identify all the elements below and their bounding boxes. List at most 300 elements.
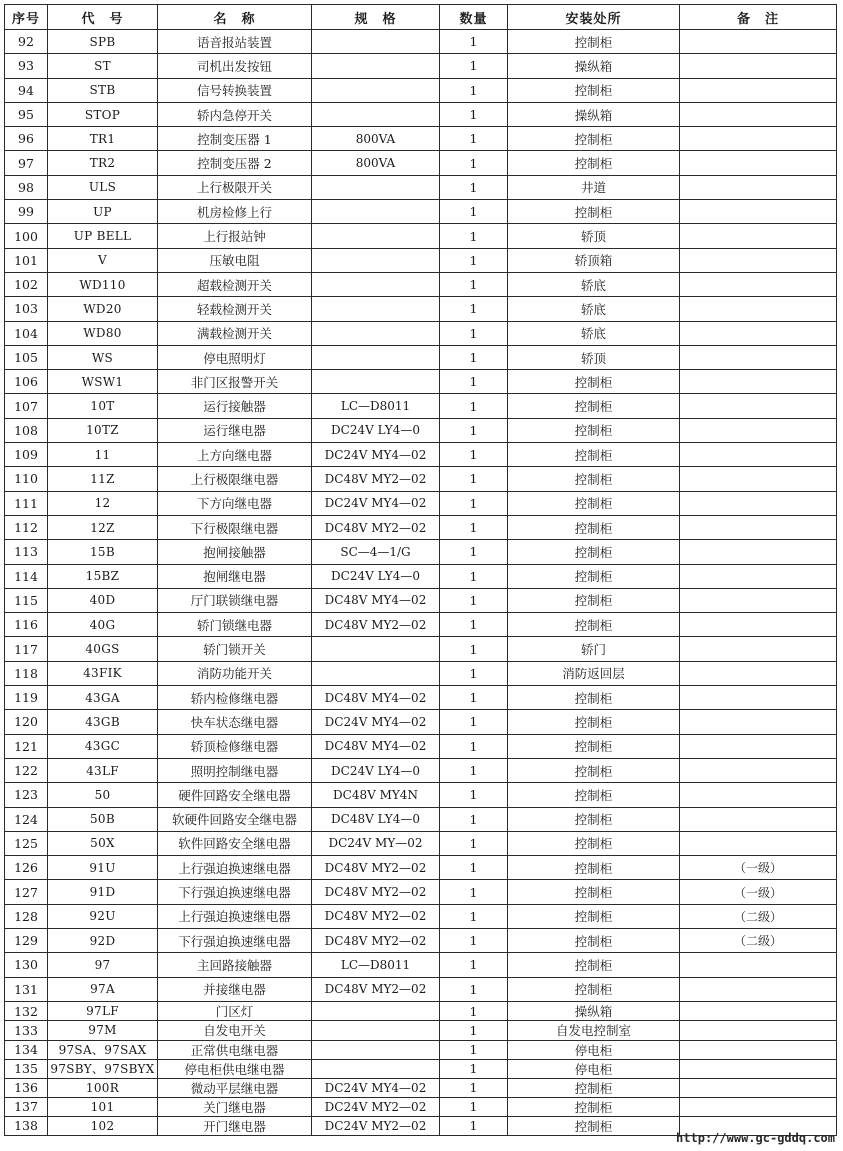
cell-spec: DC48V MY2—02: [312, 613, 440, 637]
cell-spec: DC48V MY2—02: [312, 856, 440, 880]
cell-spec: DC48V MY2—02: [312, 467, 440, 491]
cell-remark: [680, 807, 837, 831]
cell-quantity: 1: [440, 1116, 508, 1135]
table-row: [5, 200, 837, 224]
cell-quantity: 1: [440, 588, 508, 612]
cell-quantity: 1: [440, 783, 508, 807]
cell-code: 10TZ: [48, 418, 158, 442]
cell-location: 控制柜: [508, 807, 680, 831]
table-row: [5, 613, 837, 637]
cell-spec: 800VA: [312, 151, 440, 175]
cell-code: 97SBY、97SBYX: [48, 1059, 158, 1078]
cell-spec: DC48V MY2—02: [312, 928, 440, 952]
cell-name: 关门继电器: [158, 1097, 312, 1116]
cell-spec: DC48V MY4—02: [312, 588, 440, 612]
table-row: [5, 175, 837, 199]
cell-code: 97LF: [48, 1001, 158, 1020]
cell-index: 104: [5, 321, 48, 345]
cell-quantity: 1: [440, 467, 508, 491]
cell-quantity: 1: [440, 370, 508, 394]
cell-remark: [680, 1021, 837, 1040]
cell-code: 15BZ: [48, 564, 158, 588]
cell-code: 97A: [48, 977, 158, 1001]
cell-spec: DC24V LY4—0: [312, 418, 440, 442]
table-row: [5, 588, 837, 612]
cell-code: 50X: [48, 831, 158, 855]
cell-spec: [312, 175, 440, 199]
cell-quantity: 1: [440, 321, 508, 345]
header-remark: 备 注: [680, 5, 837, 30]
cell-index: 107: [5, 394, 48, 418]
cell-index: 109: [5, 443, 48, 467]
cell-index: 97: [5, 151, 48, 175]
cell-name: 超载检测开关: [158, 272, 312, 296]
cell-code: 12Z: [48, 515, 158, 539]
table-row: [5, 418, 837, 442]
table-row: [5, 491, 837, 515]
table-row: [5, 443, 837, 467]
cell-code: 12: [48, 491, 158, 515]
cell-code: 11: [48, 443, 158, 467]
cell-quantity: 1: [440, 831, 508, 855]
cell-location: 控制柜: [508, 904, 680, 928]
cell-location: 控制柜: [508, 443, 680, 467]
cell-location: 控制柜: [508, 856, 680, 880]
cell-quantity: 1: [440, 272, 508, 296]
table-row: [5, 102, 837, 126]
cell-code: WD80: [48, 321, 158, 345]
cell-code: 97SA、97SAX: [48, 1040, 158, 1059]
cell-index: 96: [5, 127, 48, 151]
cell-index: 137: [5, 1097, 48, 1116]
cell-name: 轿内急停开关: [158, 102, 312, 126]
cell-location: 停电柜: [508, 1040, 680, 1059]
cell-location: 轿门: [508, 637, 680, 661]
cell-quantity: 1: [440, 345, 508, 369]
cell-spec: DC48V MY4—02: [312, 686, 440, 710]
cell-code: ULS: [48, 175, 158, 199]
table-row: [5, 1097, 837, 1116]
cell-location: 消防返回层: [508, 661, 680, 685]
cell-index: 125: [5, 831, 48, 855]
table-row: [5, 224, 837, 248]
site-watermark: http://www.gc-gddq.com: [676, 1131, 835, 1145]
table-row: [5, 1059, 837, 1078]
cell-quantity: 1: [440, 443, 508, 467]
cell-location: 控制柜: [508, 564, 680, 588]
cell-location: 控制柜: [508, 200, 680, 224]
cell-name: 非门区报警开关: [158, 370, 312, 394]
cell-index: 135: [5, 1059, 48, 1078]
cell-index: 102: [5, 272, 48, 296]
cell-index: 127: [5, 880, 48, 904]
cell-location: 控制柜: [508, 831, 680, 855]
cell-spec: DC48V MY4N: [312, 783, 440, 807]
cell-name: 消防功能开关: [158, 661, 312, 685]
cell-name: 上行极限继电器: [158, 467, 312, 491]
cell-index: 132: [5, 1001, 48, 1020]
cell-location: 井道: [508, 175, 680, 199]
cell-spec: DC24V MY—02: [312, 831, 440, 855]
cell-quantity: 1: [440, 856, 508, 880]
cell-name: 停电照明灯: [158, 345, 312, 369]
cell-index: 121: [5, 734, 48, 758]
cell-code: WS: [48, 345, 158, 369]
cell-remark: [680, 443, 837, 467]
header-quantity: 数量: [440, 5, 508, 30]
cell-spec: [312, 345, 440, 369]
cell-name: 上行报站钟: [158, 224, 312, 248]
cell-location: 控制柜: [508, 491, 680, 515]
cell-location: 控制柜: [508, 151, 680, 175]
cell-location: 控制柜: [508, 880, 680, 904]
cell-location: 控制柜: [508, 977, 680, 1001]
cell-code: 15B: [48, 540, 158, 564]
cell-quantity: 1: [440, 515, 508, 539]
cell-quantity: 1: [440, 200, 508, 224]
cell-index: 134: [5, 1040, 48, 1059]
cell-index: 99: [5, 200, 48, 224]
cell-name: 控制变压器 2: [158, 151, 312, 175]
cell-remark: [680, 30, 837, 54]
cell-index: 138: [5, 1116, 48, 1135]
cell-name: 机房检修上行: [158, 200, 312, 224]
cell-remark: [680, 734, 837, 758]
cell-spec: DC24V MY2—02: [312, 1097, 440, 1116]
cell-location: 控制柜: [508, 127, 680, 151]
cell-index: 130: [5, 953, 48, 977]
table-row: [5, 78, 837, 102]
cell-code: 43GB: [48, 710, 158, 734]
cell-name: 下行强迫换速继电器: [158, 928, 312, 952]
table-row: [5, 856, 837, 880]
cell-spec: [312, 1021, 440, 1040]
cell-quantity: 1: [440, 637, 508, 661]
table-row: [5, 1078, 837, 1097]
cell-code: UP BELL: [48, 224, 158, 248]
table-row: [5, 686, 837, 710]
cell-remark: （二级）: [680, 928, 837, 952]
cell-name: 下方向继电器: [158, 491, 312, 515]
table-row: [5, 127, 837, 151]
cell-location: 控制柜: [508, 418, 680, 442]
cell-remark: （一级）: [680, 880, 837, 904]
table-row: [5, 928, 837, 952]
cell-code: 97: [48, 953, 158, 977]
cell-quantity: 1: [440, 734, 508, 758]
cell-code: 91U: [48, 856, 158, 880]
header-row: [5, 5, 837, 30]
cell-name: 上行强迫换速继电器: [158, 904, 312, 928]
cell-spec: [312, 54, 440, 78]
cell-spec: LC—D8011: [312, 953, 440, 977]
cell-remark: [680, 710, 837, 734]
cell-quantity: 1: [440, 1059, 508, 1078]
cell-remark: [680, 151, 837, 175]
cell-remark: [680, 321, 837, 345]
cell-spec: SC—4—1/G: [312, 540, 440, 564]
cell-quantity: 1: [440, 1021, 508, 1040]
cell-spec: [312, 1001, 440, 1020]
cell-name: 上行强迫换速继电器: [158, 856, 312, 880]
cell-index: 133: [5, 1021, 48, 1040]
cell-remark: [680, 661, 837, 685]
cell-name: 开门继电器: [158, 1116, 312, 1135]
cell-spec: DC24V LY4—0: [312, 758, 440, 782]
cell-remark: [680, 564, 837, 588]
cell-location: 操纵箱: [508, 102, 680, 126]
header-name: 名 称: [158, 5, 312, 30]
table-row: [5, 564, 837, 588]
cell-quantity: 1: [440, 661, 508, 685]
cell-name: 满载检测开关: [158, 321, 312, 345]
cell-remark: [680, 1097, 837, 1116]
cell-spec: DC24V MY4—02: [312, 443, 440, 467]
cell-quantity: 1: [440, 224, 508, 248]
cell-name: 轿门锁开关: [158, 637, 312, 661]
cell-code: 43GC: [48, 734, 158, 758]
cell-quantity: 1: [440, 686, 508, 710]
cell-location: 控制柜: [508, 588, 680, 612]
table-row: [5, 540, 837, 564]
cell-index: 108: [5, 418, 48, 442]
table-row: [5, 151, 837, 175]
cell-remark: [680, 1059, 837, 1078]
cell-index: 116: [5, 613, 48, 637]
component-list-table: [4, 4, 837, 1136]
cell-remark: [680, 272, 837, 296]
cell-code: SPB: [48, 30, 158, 54]
cell-spec: [312, 272, 440, 296]
cell-location: 控制柜: [508, 1116, 680, 1135]
cell-spec: DC24V LY4—0: [312, 564, 440, 588]
header-location: 安装处所: [508, 5, 680, 30]
cell-remark: [680, 127, 837, 151]
cell-spec: [312, 297, 440, 321]
table-row: [5, 1001, 837, 1020]
cell-index: 112: [5, 515, 48, 539]
cell-location: 轿顶: [508, 345, 680, 369]
cell-code: TR1: [48, 127, 158, 151]
cell-location: 控制柜: [508, 734, 680, 758]
cell-name: 语音报站装置: [158, 30, 312, 54]
cell-remark: [680, 977, 837, 1001]
cell-location: 控制柜: [508, 710, 680, 734]
cell-remark: [680, 345, 837, 369]
cell-remark: （二级）: [680, 904, 837, 928]
cell-code: UP: [48, 200, 158, 224]
cell-remark: [680, 515, 837, 539]
cell-index: 110: [5, 467, 48, 491]
cell-code: 43LF: [48, 758, 158, 782]
cell-remark: [680, 78, 837, 102]
cell-location: 控制柜: [508, 1078, 680, 1097]
cell-index: 92: [5, 30, 48, 54]
cell-code: 50: [48, 783, 158, 807]
cell-name: 下行极限继电器: [158, 515, 312, 539]
cell-remark: [680, 1001, 837, 1020]
cell-location: 轿顶箱: [508, 248, 680, 272]
cell-index: 122: [5, 758, 48, 782]
cell-code: TR2: [48, 151, 158, 175]
table-row: [5, 807, 837, 831]
cell-quantity: 1: [440, 54, 508, 78]
table-row: [5, 248, 837, 272]
cell-code: 91D: [48, 880, 158, 904]
cell-location: 控制柜: [508, 30, 680, 54]
cell-name: 轿门锁继电器: [158, 613, 312, 637]
cell-quantity: 1: [440, 613, 508, 637]
cell-quantity: 1: [440, 175, 508, 199]
cell-quantity: 1: [440, 540, 508, 564]
cell-index: 105: [5, 345, 48, 369]
cell-remark: [680, 54, 837, 78]
cell-spec: DC48V MY4—02: [312, 734, 440, 758]
cell-remark: [680, 1078, 837, 1097]
cell-quantity: 1: [440, 1078, 508, 1097]
cell-name: 抱闸接触器: [158, 540, 312, 564]
cell-index: 120: [5, 710, 48, 734]
cell-code: 92D: [48, 928, 158, 952]
cell-spec: [312, 224, 440, 248]
cell-quantity: 1: [440, 807, 508, 831]
table-row: [5, 54, 837, 78]
cell-spec: [312, 637, 440, 661]
cell-index: 113: [5, 540, 48, 564]
cell-quantity: 1: [440, 977, 508, 1001]
cell-remark: [680, 588, 837, 612]
cell-spec: [312, 370, 440, 394]
cell-index: 103: [5, 297, 48, 321]
cell-index: 100: [5, 224, 48, 248]
cell-code: 97M: [48, 1021, 158, 1040]
cell-location: 停电柜: [508, 1059, 680, 1078]
cell-name: 门区灯: [158, 1001, 312, 1020]
cell-location: 自发电控制室: [508, 1021, 680, 1040]
cell-quantity: 1: [440, 491, 508, 515]
cell-location: 控制柜: [508, 540, 680, 564]
table-row: [5, 515, 837, 539]
cell-name: 上方向继电器: [158, 443, 312, 467]
table-row: [5, 953, 837, 977]
table-row: [5, 272, 837, 296]
cell-name: 运行继电器: [158, 418, 312, 442]
cell-remark: [680, 540, 837, 564]
cell-index: 126: [5, 856, 48, 880]
cell-location: 控制柜: [508, 783, 680, 807]
cell-spec: [312, 78, 440, 102]
cell-index: 101: [5, 248, 48, 272]
table-row: [5, 661, 837, 685]
cell-remark: [680, 200, 837, 224]
cell-spec: [312, 321, 440, 345]
cell-spec: DC48V MY2—02: [312, 880, 440, 904]
cell-remark: [680, 1040, 837, 1059]
table-row: [5, 977, 837, 1001]
cell-name: 上行极限开关: [158, 175, 312, 199]
cell-quantity: 1: [440, 953, 508, 977]
cell-code: 40D: [48, 588, 158, 612]
cell-location: 控制柜: [508, 1097, 680, 1116]
cell-index: 98: [5, 175, 48, 199]
cell-spec: DC24V MY2—02: [312, 1116, 440, 1135]
cell-spec: 800VA: [312, 127, 440, 151]
cell-name: 并接继电器: [158, 977, 312, 1001]
cell-index: 95: [5, 102, 48, 126]
cell-location: 控制柜: [508, 515, 680, 539]
cell-location: 轿底: [508, 272, 680, 296]
table-row: [5, 467, 837, 491]
cell-spec: [312, 1059, 440, 1078]
cell-quantity: 1: [440, 394, 508, 418]
cell-location: 控制柜: [508, 370, 680, 394]
cell-index: 106: [5, 370, 48, 394]
table-row: [5, 734, 837, 758]
cell-name: 抱闸继电器: [158, 564, 312, 588]
cell-name: 停电柜供电继电器: [158, 1059, 312, 1078]
cell-quantity: 1: [440, 1001, 508, 1020]
cell-remark: [680, 297, 837, 321]
cell-name: 正常供电继电器: [158, 1040, 312, 1059]
cell-code: 100R: [48, 1078, 158, 1097]
table-row: [5, 831, 837, 855]
cell-quantity: 1: [440, 102, 508, 126]
cell-name: 快车状态继电器: [158, 710, 312, 734]
cell-code: 11Z: [48, 467, 158, 491]
cell-name: 司机出发按钮: [158, 54, 312, 78]
cell-location: 控制柜: [508, 953, 680, 977]
cell-remark: [680, 686, 837, 710]
table-row: [5, 321, 837, 345]
cell-remark: [680, 418, 837, 442]
cell-name: 轿内检修继电器: [158, 686, 312, 710]
cell-location: 操纵箱: [508, 54, 680, 78]
cell-location: 控制柜: [508, 928, 680, 952]
cell-spec: [312, 248, 440, 272]
cell-code: STB: [48, 78, 158, 102]
table-row: [5, 370, 837, 394]
table-row: [5, 30, 837, 54]
table-row: [5, 758, 837, 782]
cell-spec: [312, 30, 440, 54]
cell-name: 软件回路安全继电器: [158, 831, 312, 855]
cell-spec: LC—D8011: [312, 394, 440, 418]
cell-index: 114: [5, 564, 48, 588]
cell-name: 硬件回路安全继电器: [158, 783, 312, 807]
table-row: [5, 1021, 837, 1040]
cell-spec: DC48V MY2—02: [312, 904, 440, 928]
cell-remark: [680, 394, 837, 418]
cell-location: 控制柜: [508, 394, 680, 418]
cell-code: 40GS: [48, 637, 158, 661]
cell-quantity: 1: [440, 928, 508, 952]
cell-index: 123: [5, 783, 48, 807]
cell-index: 115: [5, 588, 48, 612]
table-row: [5, 345, 837, 369]
cell-code: 50B: [48, 807, 158, 831]
cell-name: 控制变压器 1: [158, 127, 312, 151]
cell-code: WD20: [48, 297, 158, 321]
cell-name: 照明控制继电器: [158, 758, 312, 782]
cell-name: 信号转换装置: [158, 78, 312, 102]
cell-code: STOP: [48, 102, 158, 126]
cell-code: 102: [48, 1116, 158, 1135]
cell-spec: DC48V MY2—02: [312, 515, 440, 539]
cell-index: 136: [5, 1078, 48, 1097]
cell-remark: [680, 248, 837, 272]
cell-remark: [680, 224, 837, 248]
header-index: 序号: [5, 5, 48, 30]
